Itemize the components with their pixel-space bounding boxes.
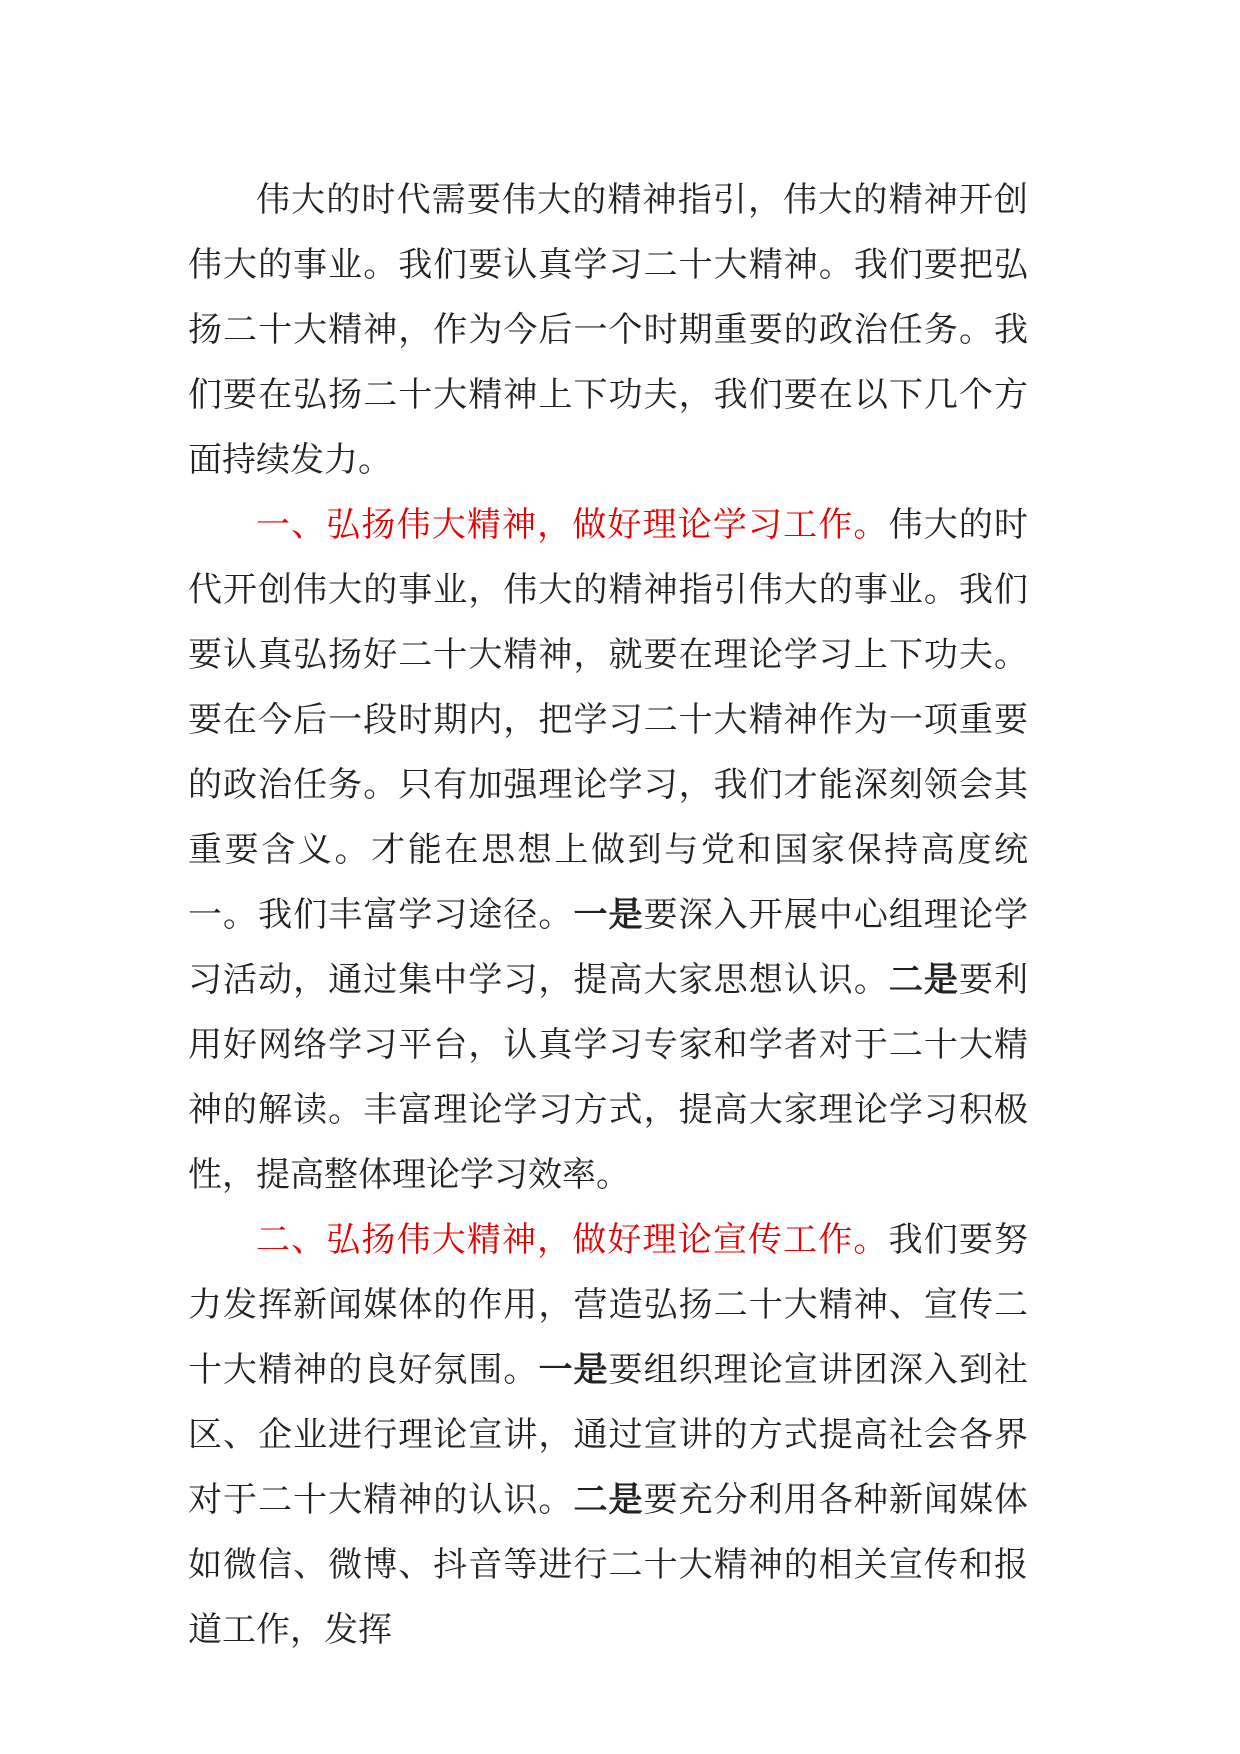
section-2-text-a: 我们要努力发挥新闻媒体的作用，营造弘扬二十大精神、宣传二十大精神的良好氛围。 — [188, 1220, 1029, 1390]
intro-text: 伟大的时代需要伟大的精神指引，伟大的精神开创伟大的事业。我们要认真学习二十大精神。我们要把弘扬二十大精神，作为今后一个时期重要的政治任务。我们要在弘扬二十大精神上下功夫，我们要在以下几个方面持续发力。 — [188, 180, 1028, 480]
section-2-marker-1: 一是 — [538, 1350, 609, 1390]
section-2-text-b: 要组织理论宣讲团深入到社区、企业进行理论宣讲，通过宣讲的方式提高社会各界对于二十大精神的认识。 — [188, 1350, 1029, 1520]
section-2-heading: 二、弘扬伟大精神，做好理论宣传工作。 — [256, 1220, 889, 1260]
section-2-marker-2: 二是 — [573, 1480, 644, 1520]
section-2-paragraph — [188, 1208, 1028, 1663]
intro-paragraph — [188, 168, 1028, 493]
document-page — [188, 168, 1028, 1663]
section-1-heading: 一、弘扬伟大精神，做好理论学习工作。 — [256, 505, 889, 545]
section-1-marker-1: 一是 — [573, 895, 644, 935]
section-1-text-b: 要深入开展中心组理论学习活动，通过集中学习，提高大家思想认识。 — [188, 895, 1029, 1000]
section-1-marker-2: 二是 — [888, 960, 959, 1000]
section-1-text-a: 伟大的时代开创伟大的事业，伟大的精神指引伟大的事业。我们要认真弘扬好二十大精神，就要在理论学习上下功夫。要在今后一段时期内，把学习二十大精神作为一项重要的政治任务。只有加强理论学习，我们才能深刻领会其重要含义。才能在思想上做到与党和国家保持高度统一。我们丰富学习途径。 — [188, 505, 1029, 935]
section-1-paragraph — [188, 493, 1028, 1208]
section-1-text-c: 要利用好网络学习平台，认真学习专家和学者对于二十大精神的解读。丰富理论学习方式，提高大家理论学习积极性，提高整体理论学习效率。 — [188, 960, 1029, 1195]
section-2-text-c: 要充分利用各种新闻媒体如微信、微博、抖音等进行二十大精神的相关宣传和报道工作，发挥 — [188, 1480, 1029, 1650]
